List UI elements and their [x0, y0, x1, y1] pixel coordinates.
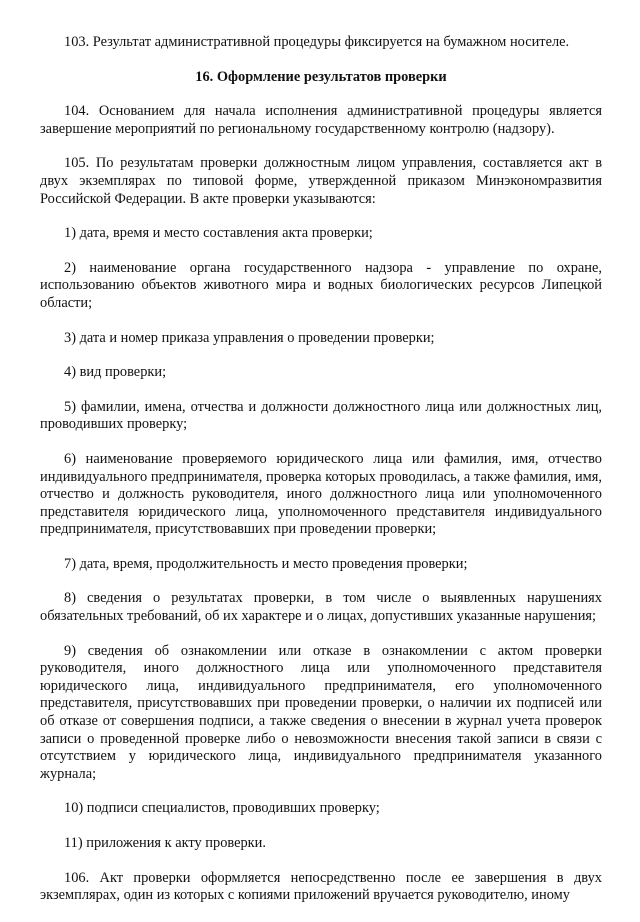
list-item-7: 7) дата, время, продолжительность и место проведения проверки;: [64, 555, 468, 572]
paragraph-103: 103. Результат административной процедуры фиксируется на бумажном носителе.: [64, 34, 570, 50]
paragraph-106: 106. Акт проверки оформляется непосредственно после ее завершения в двух экземплярах, один из которых с копиями приложений вручается руководителю, иному: [40, 869, 602, 904]
list-item-4: 4) вид проверки;: [64, 364, 167, 381]
list-item-9: 9) сведения об ознакомлении или отказе в ознакомлении с актом проверки руководителя, иного должностного лица или уполномоченного представителя юридического лица, индивидуального предпринимателя, его уполномоченного представителя, присутствовавших при проведении проверки, о наличии их подписей или об отказе от совершения подписи, а также сведения о внесении в журнал учета проверок записи о проведенной проверке либо о невозможности внесения такой записи в связи с отсутствием у юридического лица, индивидуального предпринимателя указанного журнала;: [40, 642, 602, 782]
list-item-5: 5) фамилии, имена, отчества и должности должностного лица или должностных лиц, проводивших проверку;: [40, 398, 602, 433]
list-item-1: 1) дата, время и место составления акта проверки;: [64, 225, 373, 242]
section-heading: 16. Оформление результатов проверки: [195, 68, 447, 85]
list-item-2: 2) наименование органа государственного надзора - управление по охране, использованию объектов животного мира и водных биологических ресурсов Липецкой области;: [40, 259, 602, 311]
document-page: [40, 34, 602, 922]
list-item-8: 8) сведения о результатах проверки, в том числе о выявленных нарушениях обязательных требований, об их характере и о лицах, допустивших указанные нарушения;: [40, 590, 602, 625]
list-item-10: 10) подписи специалистов, проводивших проверку;: [64, 800, 380, 817]
paragraph-104: 104. Основанием для начала исполнения административной процедуры является завершение мероприятий по региональному государственному контролю (надзору).: [40, 103, 602, 137]
list-item-3: 3) дата и номер приказа управления о проведении проверки;: [64, 329, 435, 346]
list-item-11: 11) приложения к акту проверки.: [64, 835, 266, 851]
paragraph-105: 105. По результатам проверки должностным лицом управления, составляется акт в двух экземплярах по типовой форме, утвержденной приказом Минэкономразвития Российской Федерации. В акте проверки указываются:: [40, 155, 602, 207]
list-item-6: 6) наименование проверяемого юридического лица или фамилия, имя, отчество индивидуального предпринимателя, проверка которых проводилась, а также фамилия, имя, отчество и должность руководителя, иного должностного лица или уполномоченного представителя юридического лица, уполномоченного представителя индивидуального предпринимателя, присутствовавших при проведении проверки;: [40, 450, 602, 538]
